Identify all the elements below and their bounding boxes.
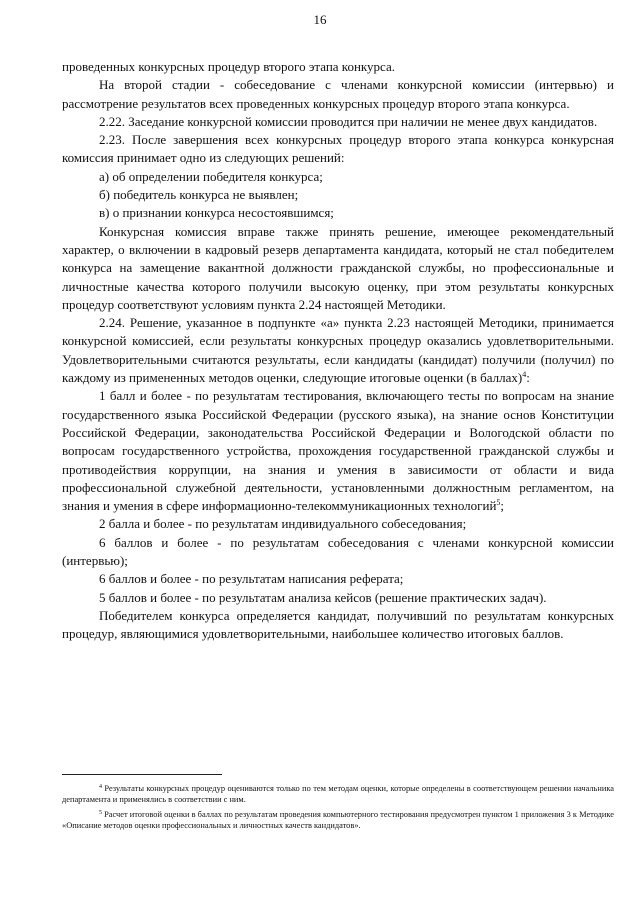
criteria-testing-end: ;	[500, 498, 505, 514]
footnote-4	[62, 783, 614, 806]
footnote-mark: 4	[99, 784, 102, 790]
footnote-ref-5: 5	[496, 498, 501, 508]
paragraph-second-stage: На второй стадии - собеседование с членами конкурсной комиссии (интервью) и рассмотрение результатов всех проведенных конкурсных процедур второго этапа конкурса.	[62, 77, 614, 111]
decision-option-c: в) о признании конкурса несостоявшимся;	[99, 205, 334, 221]
footnote-mark: 5	[99, 809, 102, 816]
paragraph-continuation: проведенных конкурсных процедур второго этапа конкурса.	[62, 59, 396, 74]
paragraph-2-24	[62, 314, 614, 387]
criteria-essay: 6 баллов и более - по результатам написания реферата;	[99, 571, 404, 587]
criteria-testing	[62, 387, 614, 515]
paragraph-2-24-end: :	[526, 370, 530, 386]
paragraph-reserve-decision: Конкурсная комиссия вправе также принять решение, имеющее рекомендательный характер, о включении в кадровый резерв департамента кандидата, который не стал победителем конкурса на замещение вакантной должности гражданской службы, но профессиональные и личностные качества которого получили высокую оценку, при этом результаты конкурсных процедур соответствуют условиям пункта 2.24 настоящей Методики.	[62, 223, 614, 312]
criteria-testing-text: 1 балл и более - по результатам тестирования, включающего тесты по вопросам на знание государственного языка Российской Федерации (русского языка), на знание основ Конституции Российской Федерации, законодательства Российской Федерации и Вологодской области по вопросам государственного устройства, прохождения государственной гражданской службы и противодействия коррупции, на знания и умения в зависимости от области и вида профессиональной служебной деятельности, установленными должностным регламентом, на знания и умения в сфере информационно-телекоммуникационных технологий	[62, 388, 614, 514]
criteria-individual-interview: 2 балла и более - по результатам индивидуального собеседования;	[99, 516, 467, 532]
paragraph-2-22: 2.22. Заседание конкурсной комиссии проводится при наличии не менее двух кандидатов.	[99, 113, 598, 129]
criteria-case-analysis: 5 баллов и более - по результатам анализа кейсов (решение практических задач).	[99, 589, 547, 605]
page-number: 16	[313, 12, 327, 27]
paragraph-2-23: 2.23. После завершения всех конкурсных процедур второго этапа конкурса конкурсная комиссия принимает одно из следующих решений:	[62, 132, 614, 166]
footnote-text: Результаты конкурсных процедур оцениваются только по тем методам оценки, которые определены в соответствующем решении начальника департамента и применялись в соответствии с ним.	[62, 784, 614, 805]
decision-option-b: б) победитель конкурса не выявлен;	[99, 187, 299, 203]
paragraph-2-24-text: 2.24. Решение, указанное в подпункте «а» пункта 2.23 настоящей Методики, принимается конкурсной комиссией, если результаты конкурсных процедур оказались удовлетворительными. Удовлетворительными считаются результаты, если кандидаты (кандидат) получили (получил) по каждому из примененных методов оценки, следующие итоговые оценки (в баллах)	[62, 315, 614, 386]
footnote-ref-4: 4	[522, 370, 527, 380]
criteria-commission-interview: 6 баллов и более - по результатам собеседования с членами конкурсной комиссии (интервью);	[62, 534, 614, 569]
document-body	[62, 58, 614, 644]
footnote-5	[62, 809, 614, 832]
decision-option-a: а) об определении победителя конкурса;	[99, 168, 323, 184]
footnote-text: Расчет итоговой оценки в баллах по результатам проведения компьютерного тестирования предусмотрен пунктом 1 приложения 3 к Методике «Описание методов оценки профессиональных и личностных качеств кандидатов».	[62, 809, 614, 831]
footnotes	[62, 783, 614, 835]
paragraph-winner: Победителем конкурса определяется кандидат, получивший по результатам конкурсных процедур, являющимися удовлетворительными, наибольшее количество итоговых баллов.	[62, 607, 614, 642]
footnote-separator	[62, 774, 222, 775]
